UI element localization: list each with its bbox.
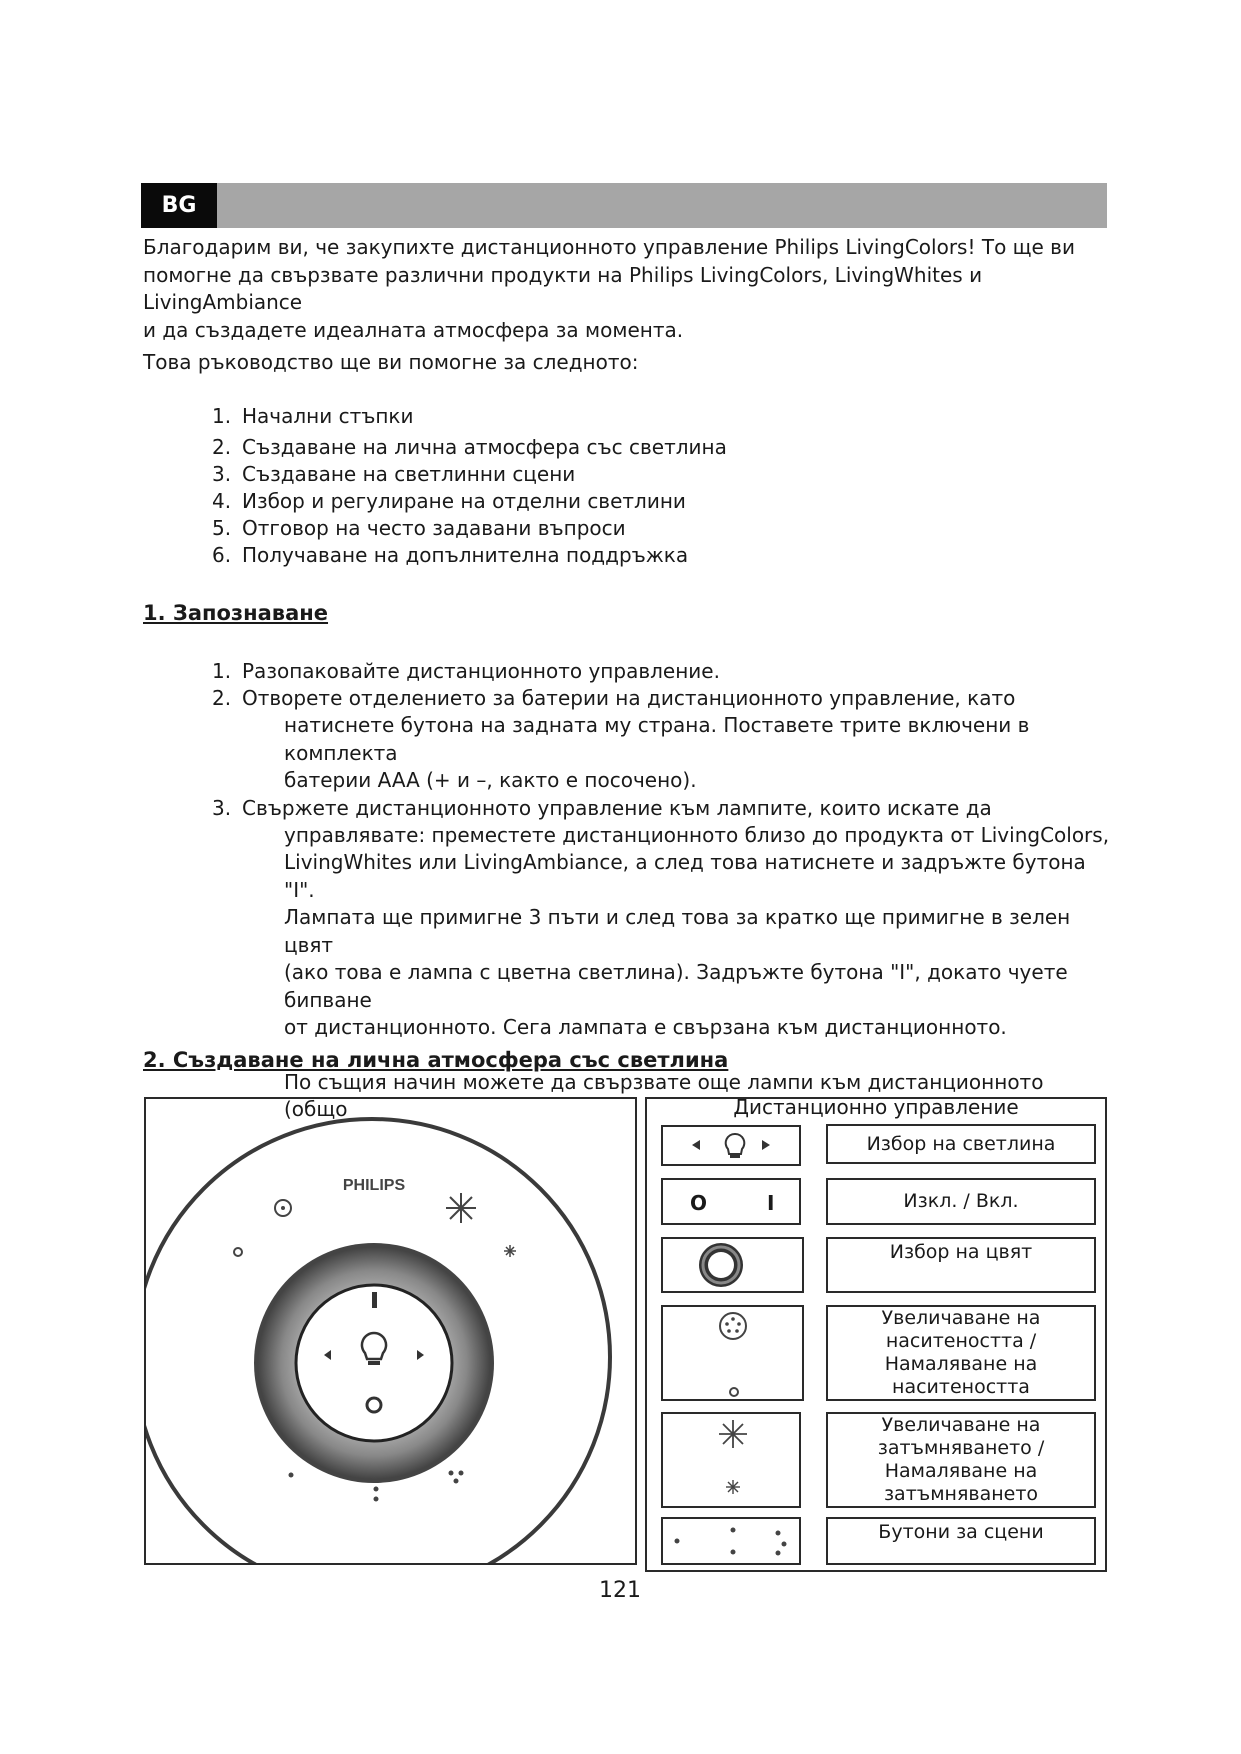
list-item: 1. Разопаковайте дистанционното управление. [212, 659, 720, 683]
list-item: 2. Създаване на лична атмосфера със светлина [212, 435, 727, 459]
list-item: 3. Създаване на светлинни сцени [212, 462, 576, 486]
step-continuation: Лампата ще примигне 3 пъти и след това за кратко ще примигне в зелен цвят [284, 905, 1071, 957]
guide-intro: Това ръководство ще ви помогне за следното: [143, 350, 639, 374]
step-continuation: LivingWhites или LivingAmbiance, а след това натиснете и задръжте бутона "I". [284, 850, 1086, 902]
list-item: 1. Начални стъпки [212, 404, 414, 428]
legend-title: Дистанционно управление [733, 1095, 1019, 1119]
step-continuation: управлявате: преместете дистанционното близо до продукта от LivingColors, [284, 822, 1110, 847]
section-heading: 1. Запознаване [143, 601, 329, 625]
off-on-label: Изкл. / Вкл. [826, 1178, 1096, 1225]
list-item: 3. Свържете дистанционното управление към лампите, които искате да [212, 795, 992, 820]
remote-drawing [146, 1099, 635, 1563]
scenes-label: Бутони за сцени [826, 1517, 1096, 1565]
on-button[interactable] [372, 1292, 377, 1308]
select-color-icon-box [661, 1237, 804, 1293]
dimming-label: Увеличаване на затъмняването / Намаляване на затъмняването [826, 1412, 1096, 1508]
list-item: 5. Отговор на често задавани въпроси [212, 516, 626, 540]
saturation-icons [663, 1307, 802, 1399]
scene-dots-icon [663, 1519, 799, 1563]
brand-logo: PHILIPS [342, 1177, 406, 1194]
intro-paragraph [143, 234, 1103, 344]
dimming-icon-box [661, 1412, 801, 1508]
select-light-label: Избор на светлина [826, 1124, 1096, 1164]
remote-illustration [144, 1097, 637, 1565]
select-light-icon-box [661, 1125, 801, 1166]
step-continuation: натиснете бутона на задната му страна. Поставете трите включени в комплекта [284, 713, 1030, 765]
saturation-label: Увеличаване на наситеността / Намаляване на наситеността [826, 1305, 1096, 1401]
on-icon: I [767, 1191, 775, 1215]
step-continuation: батерии AAA (+ и –, както е посочено). [284, 768, 697, 792]
dimming-icons [663, 1414, 799, 1506]
toc-list [212, 403, 1012, 569]
select-light-icon [663, 1127, 799, 1164]
section-heading: 2. Създаване на лична атмосфера със светлина [143, 1048, 729, 1072]
select-color-label: Избор на цвят [826, 1237, 1096, 1293]
intro-line: и да създадете идеалната атмосфера за момента. [143, 317, 684, 342]
note-line: По същия начин можете да свързвате още лампи към дистанционното (общо [284, 1069, 1044, 1121]
language-tag: BG [141, 183, 217, 228]
list-item: 4. Избор и регулиране на отделни светлини [212, 489, 686, 513]
section1-steps [212, 658, 1112, 1151]
intro-line: Благодарим ви, че закупихте дистанционното управление Philips LivingColors! То ще ви [143, 235, 1075, 259]
header-bar [141, 183, 1107, 228]
intro-line: помогне да свързвате различни продукти на Philips LivingColors, LivingWhites и LivingAmbiance [143, 262, 983, 314]
off-icon: O [690, 1191, 708, 1215]
scene-1-button[interactable] [289, 1473, 294, 1478]
color-ring-icon [663, 1239, 802, 1291]
step-continuation: (ако това е лампа с цветна светлина). Задръжте бутона "I", докато чуете бипване [284, 960, 1068, 1012]
scenes-icon-box [661, 1517, 801, 1565]
list-item: 6. Получаване на допълнителна поддръжка [212, 543, 689, 567]
page-number: 121 [599, 1578, 641, 1603]
list-item: 2. Отворете отделението за батерии на дистанционното управление, като [212, 686, 1016, 710]
step-continuation: от дистанционното. Сега лампата е свързана към дистанционното. [284, 1015, 1007, 1039]
saturation-icon-box [661, 1305, 804, 1401]
off-on-icon-box [661, 1178, 801, 1225]
brightness-up-icon[interactable] [446, 1193, 476, 1223]
